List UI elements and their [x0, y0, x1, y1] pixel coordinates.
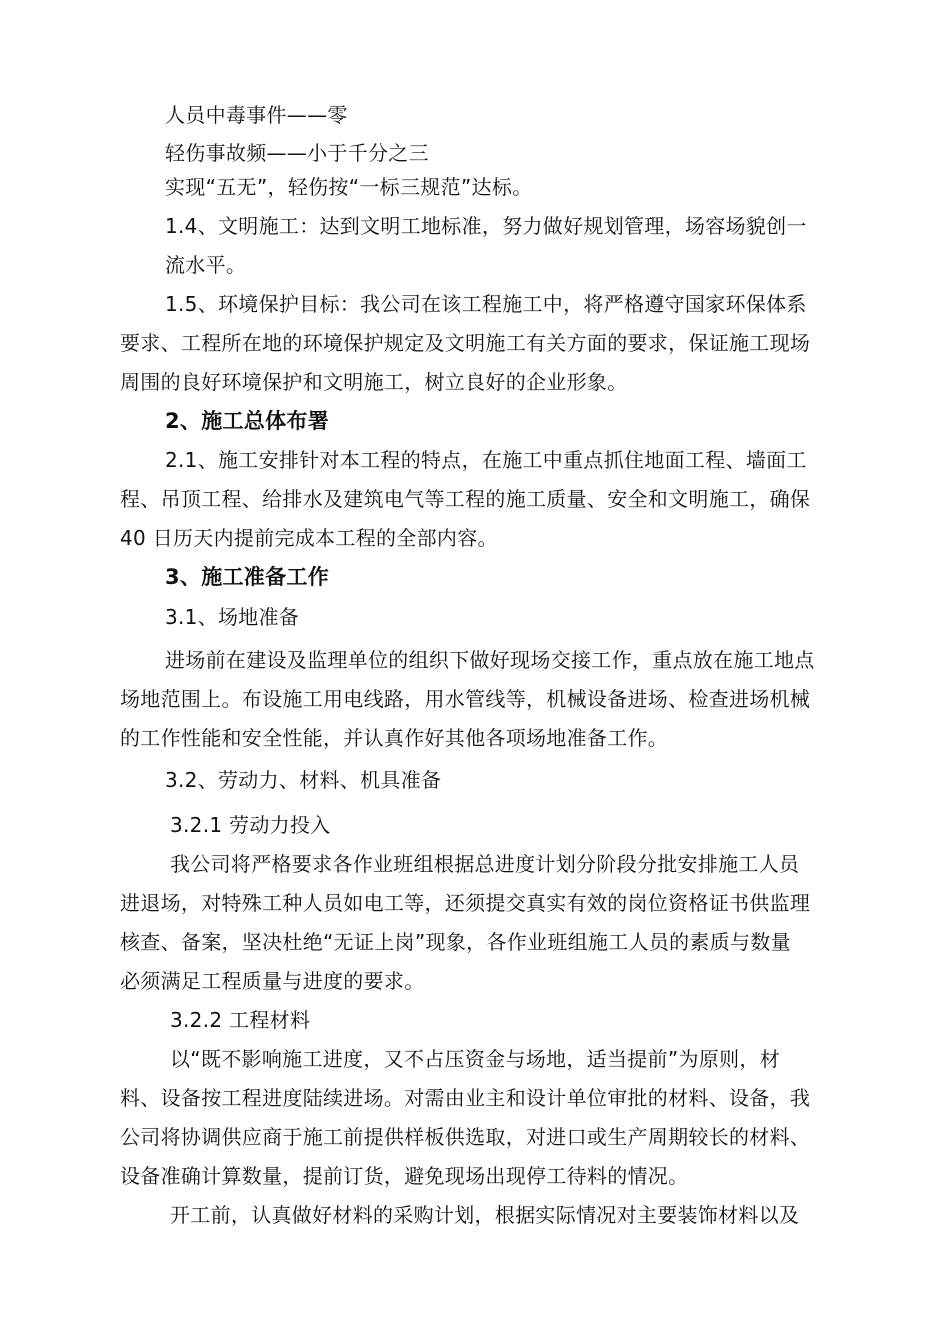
text-line: 人员中毒事件——零	[165, 103, 348, 127]
text-line: 程、吊顶工程、给排水及建筑电气等工程的施工质量、安全和文明施工，确保	[120, 487, 811, 511]
text-line: 料、设备按工程进度陆续进场。对需由业主和设计单位审批的材料、设备，我	[120, 1086, 811, 1110]
text-line: 必须满足工程质量与进度的要求。	[120, 969, 425, 993]
text-line: 进场前在建设及监理单位的组织下做好现场交接工作，重点放在施工地点	[165, 648, 815, 672]
text-line: 实现“五无”，轻伤按“一标三规范”达标。	[165, 175, 533, 199]
text-line: 40 日历天内提前完成本工程的全部内容。	[120, 526, 498, 550]
subsection-heading: 3.1、场地准备	[165, 605, 300, 629]
text-line: 我公司将严格要求各作业班组根据总进度计划分阶段分批安排施工人员	[170, 852, 800, 876]
subsection-heading: 3.2.1 劳动力投入	[170, 813, 331, 837]
text-line: 1.5、环境保护目标：我公司在该工程施工中，将严格遵守国家环保体系	[165, 292, 807, 316]
text-line: 要求、工程所在地的环境保护规定及文明施工有关方面的要求，保证施工现场	[120, 331, 811, 355]
text-line: 进退场，对特殊工种人员如电工等，还须提交真实有效的岗位资格证书供监理	[120, 891, 811, 915]
text-line: 核查、备案，坚决杜绝“无证上岗”现象，各作业班组施工人员的素质与数量	[120, 930, 791, 954]
text-line: 的工作性能和安全性能，并认真作好其他各项场地准备工作。	[120, 726, 669, 750]
section-heading: 3、施工准备工作	[165, 565, 330, 589]
subsection-heading: 3.2、劳动力、材料、机具准备	[165, 768, 442, 792]
text-line: 轻伤事故频——小于千分之三	[165, 141, 429, 165]
subsection-heading: 3.2.2 工程材料	[170, 1008, 311, 1032]
text-line: 设备准确计算数量，提前订货，避免现场出现停工待料的情况。	[120, 1164, 689, 1188]
text-line: 周围的良好环境保护和文明施工，树立良好的企业形象。	[120, 370, 628, 394]
text-line: 流水平。	[165, 253, 247, 277]
text-line: 开工前，认真做好材料的采购计划，根据实际情况对主要装饰材料以及	[170, 1203, 800, 1227]
text-line: 场地范围上。布设施工用电线路，用水管线等，机械设备进场、检查进场机械	[120, 687, 811, 711]
text-line: 1.4、文明施工：达到文明工地标准，努力做好规划管理，场容场貌创一	[165, 214, 807, 238]
text-line: 公司将协调供应商于施工前提供样板供选取，对进口或生产周期较长的材料、	[120, 1125, 811, 1149]
text-line: 以“既不影响施工进度，又不占压资金与场地，适当提前”为原则，材	[170, 1047, 781, 1071]
section-heading: 2、施工总体布署	[165, 409, 330, 433]
text-line: 2.1、施工安排针对本工程的特点，在施工中重点抓住地面工程、墙面工	[165, 448, 807, 472]
